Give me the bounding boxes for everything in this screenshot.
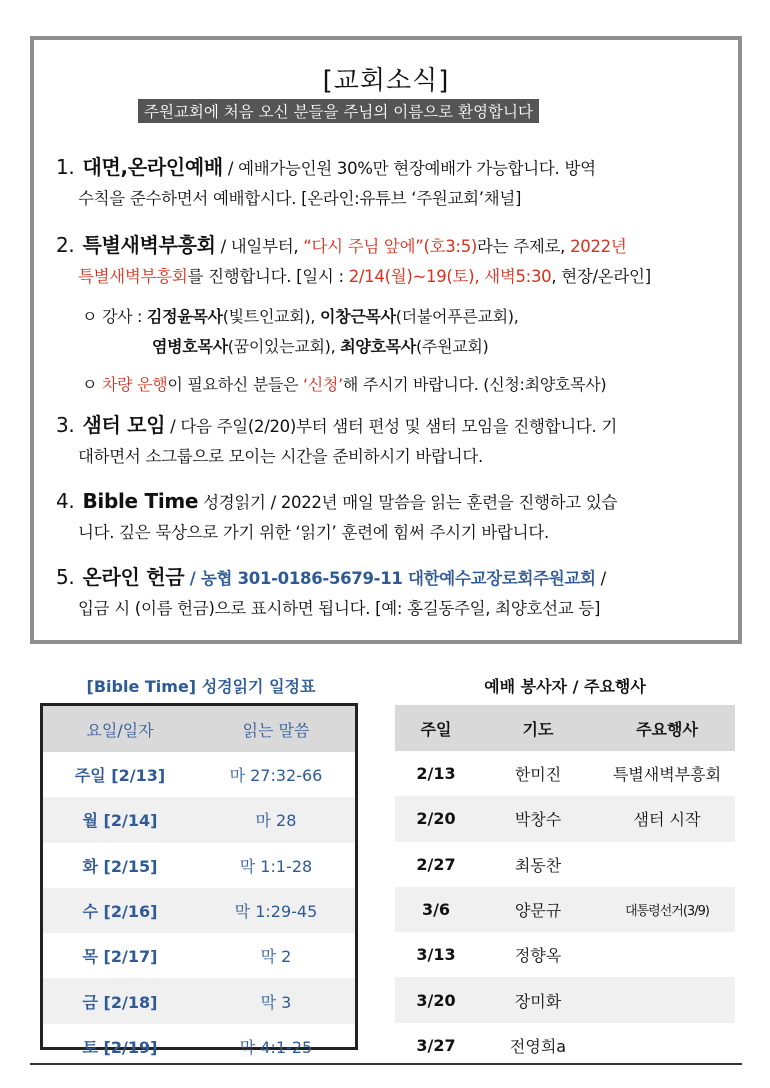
speaker-church: (더불어푸른교회), (395, 307, 519, 326)
item-heading: 온라인 헌금 (82, 565, 185, 589)
item-number: 4. (56, 489, 75, 513)
prayer-cell: 한미진 (514, 765, 562, 785)
welcome-banner: 주원교회에 처음 오신 분들을 주님의 이름으로 환영합니다 (138, 99, 539, 123)
column-header: 읽는 말씀 (197, 706, 355, 752)
speaker-name: 최양호목사 (340, 337, 416, 356)
news-title: [교회소식] (322, 66, 450, 96)
item-text: / 예배가능인원 30%만 현장예배가 가능합니다. 방역 (222, 159, 596, 178)
item-text: 이 필요하신 분들은 (167, 375, 303, 394)
date-cell: 3/20 (395, 977, 477, 1022)
event-cell (599, 977, 735, 1022)
speaker-church: (꿈이있는교회), (227, 337, 341, 356)
item-number: 3. (56, 413, 75, 437)
vehicle-text: 차량 운행 (101, 375, 168, 394)
item-text: 를 진행합니다. [일시 : (187, 267, 349, 286)
item-text: , 현장/온라인] (551, 267, 651, 286)
news-item-5 (56, 562, 728, 624)
passage-cell: 막 3 (197, 978, 355, 1023)
apply-text: ‘신청’ (302, 375, 343, 394)
table-row (43, 933, 355, 978)
column-header: 주일 (395, 705, 477, 751)
speaker-church: (빛트인교회), (222, 307, 320, 326)
news-item-4 (56, 486, 728, 548)
date-cell: 2/20 (395, 796, 477, 841)
passage-cell: 마 27:32-66 (229, 766, 323, 786)
item-text-line2: 대하면서 소그룹으로 모이는 시간을 준비하시기 바랍니다. (78, 447, 484, 466)
date-cell: 3/13 (416, 945, 456, 965)
theme-text: “다시 주님 앞에”(호3:5) (303, 237, 478, 256)
table-row (395, 887, 735, 932)
item-text: / (595, 569, 606, 588)
speakers-line-2 (152, 332, 488, 362)
speaker-church: (주원교회) (415, 337, 489, 356)
year-text: 2022년 (570, 237, 627, 256)
day-cell: 금 [2/18] (43, 978, 197, 1023)
date-cell: 3/6 (395, 887, 477, 932)
passage-cell: 막 2 (260, 947, 292, 967)
item-number: 1. (56, 155, 75, 179)
vehicle-line (82, 370, 606, 400)
item-text: 성경읽기 / 2022년 매일 말씀을 읽는 훈련을 진행하고 있습 (198, 493, 618, 512)
day-cell: 월 [2/14] (43, 797, 197, 842)
event-cell: 샘터 시작 (599, 796, 735, 841)
passage-cell: 막 4:1-25 (239, 1037, 313, 1057)
item-number: 5. (56, 565, 75, 589)
prayer-cell: 최동찬 (514, 855, 562, 875)
item-number: 2. (56, 233, 75, 257)
table-row (395, 796, 735, 841)
reading-schedule-title: [Bible Time] 성경읽기 일정표 (86, 677, 316, 696)
event-cell (599, 842, 735, 887)
bullet: ㅇ (82, 307, 98, 326)
speakers-label: 강사 : (97, 307, 147, 326)
item-text: 라는 주제로, (477, 237, 571, 256)
passage-cell: 막 1:29-45 (197, 888, 355, 933)
table-row (43, 797, 355, 842)
day-cell: 주일 [2/13] (74, 766, 166, 786)
item-heading: 특별새벽부흥회 (82, 233, 216, 257)
item-text-line2: 니다. 깊은 묵상으로 가기 위한 ‘읽기’ 훈련에 힘써 주시기 바랍니다. (78, 523, 549, 542)
bullet: ㅇ (82, 375, 98, 394)
passage-cell: 막 1:1-28 (239, 856, 313, 876)
table-row (43, 752, 355, 797)
bank-account: / 농협 301-0186-5679-11 대한예수교장로회주원교회 (184, 569, 596, 588)
item-text: 해 주시기 바랍니다. (신청:최양호목사) (342, 375, 607, 394)
speakers-line (82, 302, 519, 332)
day-cell: 화 [2/15] (82, 856, 158, 876)
day-cell: 토 [2/19] (82, 1037, 158, 1057)
speaker-name: 염병호목사 (152, 337, 228, 356)
event-cell (599, 932, 735, 977)
date-cell: 2/13 (416, 764, 456, 784)
date-cell: 3/27 (416, 1035, 456, 1055)
column-header: 요일/일자 (43, 706, 197, 752)
prayer-cell: 전영희a (509, 1036, 567, 1056)
reading-schedule-table (40, 703, 358, 1057)
prayer-cell: 박창수 (477, 796, 599, 841)
table-row (395, 1023, 735, 1068)
column-header: 기도 (477, 705, 599, 751)
event-cell: 특별새벽부흥회 (612, 765, 722, 785)
item-text: / 다음 주일(2/20)부터 샘터 편성 및 샘터 모임을 진행합니다. 기 (165, 417, 618, 436)
day-cell: 목 [2/17] (82, 947, 158, 967)
servants-title: 예배 봉사자 / 주요행사 (484, 677, 646, 696)
item-text-line2: 입금 시 (이름 헌금)으로 표시하면 됩니다. [예: 홍길동주일, 최양호선교 등] (78, 599, 601, 618)
bottom-divider (30, 1063, 742, 1065)
speaker-name: 이창근목사 (319, 307, 396, 326)
table-row (43, 843, 355, 888)
news-item-1 (56, 152, 728, 214)
table-row (43, 888, 355, 933)
event-cell: 대통령선거(3/9) (599, 887, 735, 932)
date-cell: 2/27 (416, 854, 456, 874)
item-heading: 샘터 모임 (82, 413, 166, 437)
prayer-cell: 정향옥 (514, 946, 562, 966)
table-row (395, 977, 735, 1022)
item-text-line2: 수칙을 준수하면서 예배합시다. [온라인:유튜브 ‘주원교회’채널] (78, 189, 522, 208)
prayer-cell: 양문규 (477, 887, 599, 932)
table-row (395, 842, 735, 887)
revival-text: 특별새벽부흥회 (78, 267, 188, 286)
item-heading: 대면,온라인예배 (82, 155, 223, 179)
table-row (43, 978, 355, 1023)
news-item-2 (56, 230, 728, 292)
servants-table (395, 705, 735, 1068)
date-text: 2/14(월)~19(토), 새벽5:30 (348, 267, 552, 286)
church-news-box (30, 36, 742, 644)
event-cell (599, 1023, 735, 1068)
news-item-3 (56, 410, 728, 472)
item-text: / 내일부터, (215, 237, 304, 256)
table-row (395, 932, 735, 977)
table-row (395, 751, 735, 796)
day-cell: 수 [2/16] (43, 888, 197, 933)
passage-cell: 마 28 (197, 797, 355, 842)
prayer-cell: 장미화 (477, 977, 599, 1022)
column-header: 주요행사 (599, 705, 735, 751)
speaker-name: 김정윤목사 (146, 307, 223, 326)
item-heading: Bible Time (82, 489, 199, 513)
